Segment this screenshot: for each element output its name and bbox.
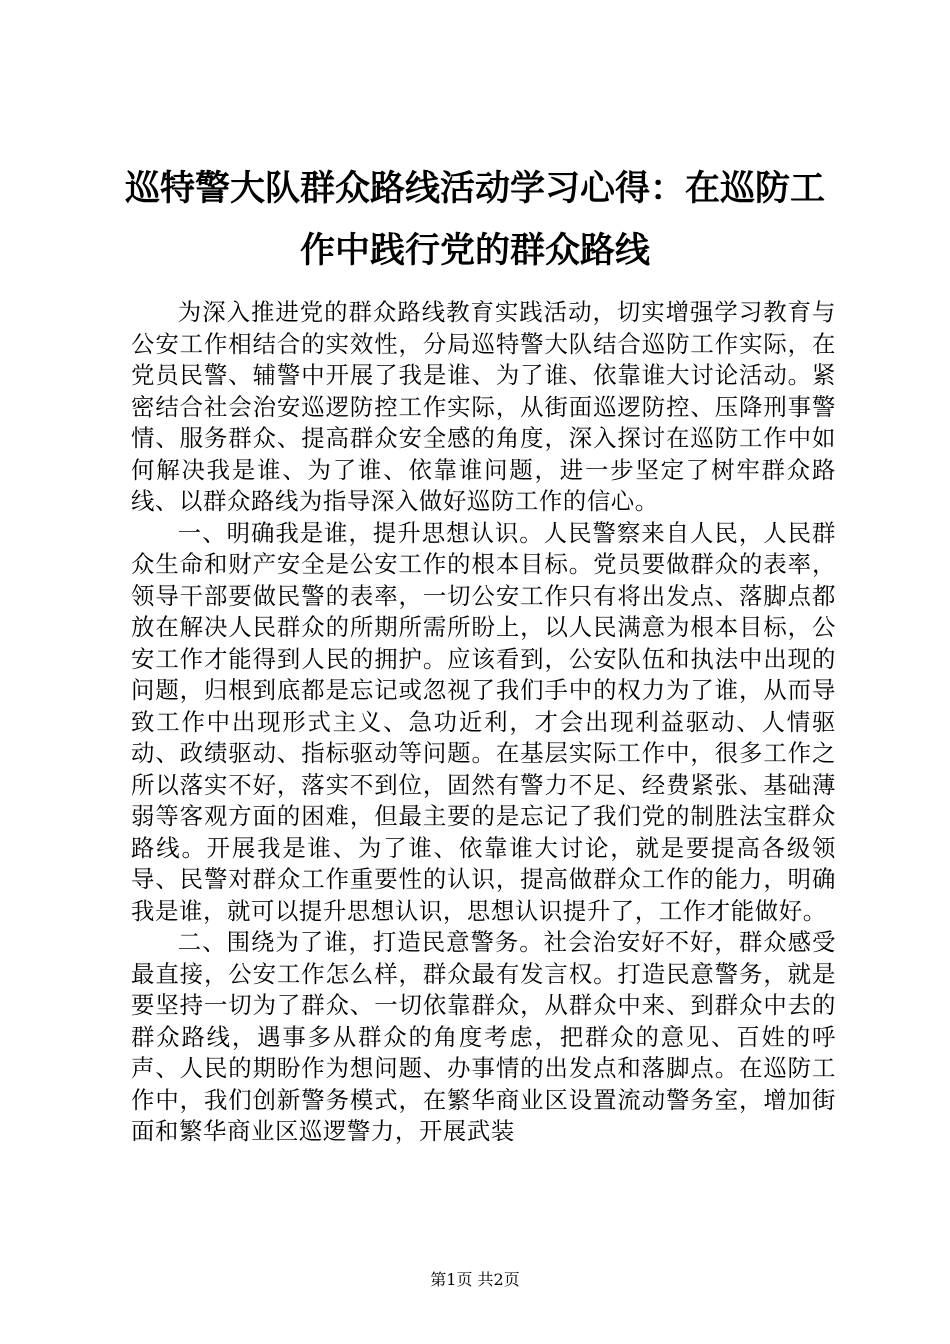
title-line-1: 巡特警大队群众路线活动学习心得：在巡防工	[124, 169, 825, 209]
paragraph-section-2: 二、围绕为了谁，打造民意警务。社会治安好不好，群众感受最直接，公安工作怎么样，群众最有发言权。打造民意警务，就是要坚持一切为了群众、一切依靠群众，从群众中来、到群众中去的群众路线，遇事多从群众的角度考虑，把群众的意见、百姓的呼声、人民的期盼作为想问题、办事情的出发点和落脚点。在巡防工作中，我们创新警务模式，在繁华商业区设置流动警务室，增加街面和繁华商业区巡逻警力，开展武装	[131, 928, 836, 1145]
paragraph-intro: 为深入推进党的群众路线教育实践活动，切实增强学习教育与公安工作相结合的实效性，分局巡特警大队结合巡防工作实际，在党员民警、辅警中开展了我是谁、为了谁、依靠谁大讨论活动。紧密结合社会治安巡逻防控工作实际，从街面巡逻防控、压降刑事警情、服务群众、提高群众安全感的角度，深入探讨在巡防工作中如何解决我是谁、为了谁、依靠谁问题，进一步坚定了树牢群众路线、以群众路线为指导深入做好巡防工作的信心。	[131, 298, 836, 515]
paragraph-section-1: 一、明确我是谁，提升思想认识。人民警察来自人民，人民群众生命和财产安全是公安工作的根本目标。党员要做群众的表率，领导干部要做民警的表率，一切公安工作只有将出发点、落脚点都放在解决人民群众的所期所需所盼上，以人民满意为根本目标，公安工作才能得到人民的拥护。应该看到，公安队伍和执法中出现的问题，归根到底都是忘记或忽视了我们手中的权力为了谁，从而导致工作中出现形式主义、急功近利，才会出现利益驱动、人情驱动、政绩驱动、指标驱动等问题。在基层实际工作中，很多工作之所以落实不好，落实不到位，固然有警力不足、经费紧张、基础薄弱等客观方面的困难，但最主要的是忘记了我们党的制胜法宝群众路线。开展我是谁、为了谁、依靠谁大讨论，就是要提高各级领导、民警对群众工作重要性的认识，提高做群众工作的能力，明确我是谁，就可以提升思想认识，思想认识提升了，工作才能做好。	[131, 518, 836, 925]
title-line-2: 作中践行党的群众路线	[299, 231, 650, 271]
document-body	[131, 297, 836, 1148]
document-title	[120, 158, 830, 282]
page-footer: 第1页 共2页	[430, 1270, 520, 1289]
